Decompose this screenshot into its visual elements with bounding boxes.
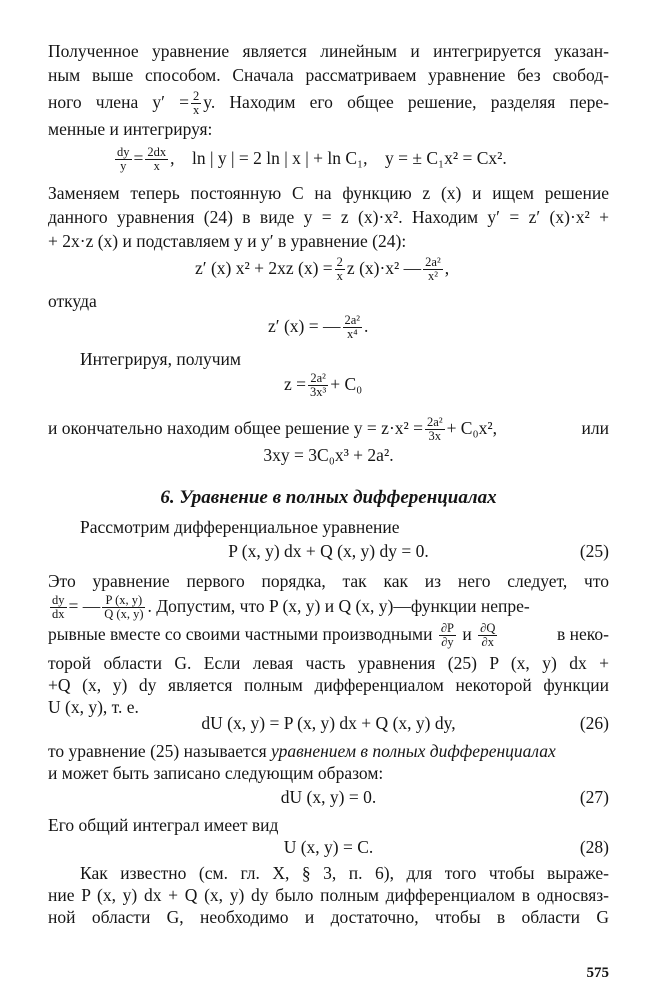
page-number: 575 xyxy=(586,965,609,981)
paragraph-2-line-1: Заменяем теперь постоянную C на функцию z (x) и ищем решение xyxy=(48,183,609,203)
p3-eq: = — xyxy=(68,596,101,616)
equation-25 xyxy=(48,540,609,562)
paragraph-1-line-1: Полученное уравнение является линейным и интегрируется указан- xyxy=(48,41,609,61)
equation-28 xyxy=(48,836,609,858)
line-3-end: y. Находим его общее решение, разделяя пере- xyxy=(203,92,609,112)
fraction-2a2-over-x4: $\frac{\text{2a²}}{\text{x⁴}}$ xyxy=(344,313,361,342)
fraction-2-over-x: $\frac{2}{x}$ xyxy=(193,89,200,118)
eq28-formula: U (x, y) = C. xyxy=(283,837,374,857)
final-start: и окончательно находим общее решение y = z·x² = xyxy=(48,418,424,438)
eq25-number: (25) xyxy=(579,541,609,561)
integral-line: Его общий интеграл имеет вид xyxy=(48,815,279,835)
eq28-number: (28) xyxy=(579,837,609,857)
paragraph-1-line-3 xyxy=(48,88,609,117)
equation-rest: , ln | y | = 2 ln | x | + ln C₁, y = ± C₁x² = Cx². xyxy=(170,148,507,168)
eq2-start: z′ (x) x² + 2xz (x) = xyxy=(195,258,333,278)
paragraph-3-line-4: торой области G. Если левая часть уравнения (25) P (x, y) dx + xyxy=(48,653,609,673)
p3-line2-end: . Допустим, что P (x, y) и Q (x, y)—функции непре- xyxy=(147,596,530,616)
paragraph-3-line-5: +Q (x, y) dy является полным дифференциалом некоторой функции xyxy=(48,675,609,695)
paragraph-1-line-2: ным выше способом. Сначала рассматриваем уравнение без свобод- xyxy=(48,65,609,85)
line-3-start: ного члена y′ = xyxy=(48,92,189,112)
fraction-2a2-over-3x: $\frac{\text{2a²}}{3x}$ xyxy=(427,415,443,444)
paragraph-3-line-1: Это уравнение первого порядка, так как из него следует, что xyxy=(48,571,609,591)
fraction-dq-dx: $\frac{\partial Q}{\partial x}$ xyxy=(480,621,496,650)
fraction-p-over-q: $\frac{P (x, y)}{Q (x, y)}$ xyxy=(104,593,144,622)
section-heading: 6. Уравнение в полных дифференциалах xyxy=(160,487,497,508)
paragraph-4-line-2: и может быть записано следующим образом: xyxy=(48,763,384,783)
final-end: + C₀x², xyxy=(446,418,497,438)
eq26-formula: dU (x, y) = P (x, y) dx + Q (x, y) dy, xyxy=(201,713,456,733)
paragraph-5-line-3: ной области G, необходимо и достаточно, чтобы в области G xyxy=(48,907,609,927)
eq2-end: , xyxy=(444,258,450,278)
fraction-dy-over-y: $\frac{dy}{y}$ xyxy=(117,145,130,174)
paragraph-3-line-3 xyxy=(48,620,609,649)
fraction-2dx-over-x: $\frac{2dx}{x}$ xyxy=(147,145,167,174)
paragraph-1-line-4: менные и интегрируя: xyxy=(48,119,213,139)
paragraph-4-line-1 xyxy=(48,740,609,762)
equation-z xyxy=(284,370,609,399)
eq3-start: z′ (x) = — xyxy=(268,316,341,336)
eq25-formula: P (x, y) dx + Q (x, y) dy = 0. xyxy=(228,541,429,561)
fraction-2-over-x: $\frac{2}{x}$ xyxy=(336,255,343,284)
word-otkuda: откуда xyxy=(48,291,97,311)
paragraph-5-line-2: ние P (x, y) dx + Q (x, y) dy было полным дифференциалом в односвяз- xyxy=(48,885,609,905)
equation-substitution xyxy=(195,254,609,283)
consider-line: Рассмотрим дифференциальное уравнение xyxy=(80,517,400,537)
paragraph-2-line-2: данного уравнения (24) в виде y = z (x)·x². Находим y′ = z′ (x)·x² + xyxy=(48,207,609,227)
p3-and: и xyxy=(462,624,472,644)
fraction-dy-over-dx: $\frac{dy}{dx}$ xyxy=(52,593,65,622)
equation-derivative xyxy=(268,312,609,341)
eq3-end: . xyxy=(364,316,369,336)
equation-final: 3xy = 3C₀x³ + 2a². xyxy=(263,445,394,465)
eq27-number: (27) xyxy=(579,787,609,807)
eq4-start: z = xyxy=(284,374,307,394)
eq4-end: + C₀ xyxy=(330,374,363,394)
eq27-formula: dU (x, y) = 0. xyxy=(280,787,377,807)
paragraph-3-line-6: U (x, y), т. е. xyxy=(48,697,139,717)
paragraph-2-line-3: + 2x·z (x) и подставляем y и y′ в уравнение (24): xyxy=(48,231,407,251)
eq2-mid: z (x)·x² — xyxy=(346,258,422,278)
eq26-number: (26) xyxy=(579,713,609,733)
equation-26 xyxy=(48,712,609,734)
p3-line3-end: в неко- xyxy=(557,624,609,644)
term-exact-differential: уравнением в полных дифференциалах xyxy=(271,741,556,761)
equation-separation xyxy=(113,144,609,173)
equation-27 xyxy=(48,786,609,808)
paragraph-5-line-1: Как известно (см. гл. X, § 3, п. 6), для того чтобы выраже- xyxy=(80,863,609,883)
integrating-line: Интегрируя, получим xyxy=(80,349,241,369)
paragraph-3-line-2 xyxy=(48,592,609,621)
fraction-2a2-over-x2: $\frac{\text{2a²}}{\text{x²}}$ xyxy=(425,255,441,284)
word-or: или xyxy=(581,418,609,438)
fraction-dp-dy: $\frac{\partial P}{\partial y}$ xyxy=(440,621,455,650)
fraction-2a2-over-3x3: $\frac{\text{2a²}}{\text{3x³}}$ xyxy=(310,371,327,400)
final-solution-line xyxy=(48,414,609,443)
p3-line3-start: рывные вместе со своими частными производными xyxy=(48,624,433,644)
equals-sign: = xyxy=(133,148,144,168)
p4-start: то уравнение (25) называется xyxy=(48,741,267,761)
